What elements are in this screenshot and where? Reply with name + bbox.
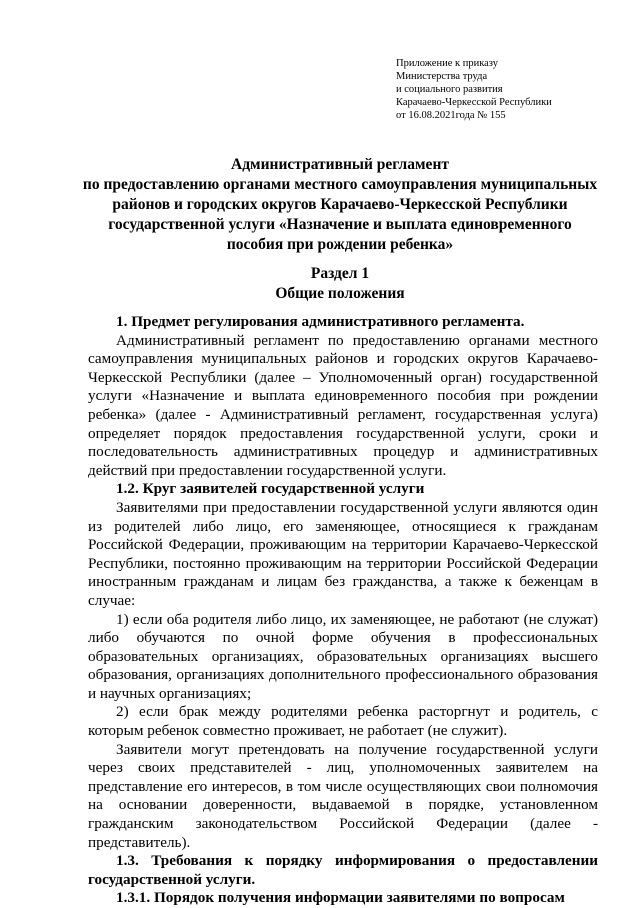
paragraph-case-1: 1) если оба родителя либо лицо, их заменяющее, не работают (не служат) либо обучаются по очной форме обучения в профессиональных образовательных организациях, образовательных организациях высшего образования, организациях дополнительного профессионального образования и научных организациях; xyxy=(88,610,598,702)
paragraph-applicants: Заявителями при предоставлении государственной услуги являются один из родителей либо лицо, его заменяющее, относящиеся к гражданам Российской Федерации, проживающим на территории Карачаево-Черкесской Республики, постоянно проживающим на территории Российской Федерации иностранным гражданам и лицам без гражданства, а также к беженцам в случае: xyxy=(88,498,598,609)
annex-line: от 16.08.2021года № 155 xyxy=(396,110,506,121)
section-heading xyxy=(80,264,600,304)
title-line: пособия при рождении ребенка» xyxy=(226,236,454,253)
title-line: Административный регламент xyxy=(231,156,449,173)
heading-information-requirements: 1.3. Требования к порядку информирования о предоставлении государственной услуги. xyxy=(88,852,598,888)
section-name: Общие положения xyxy=(275,285,405,302)
paragraph-subject: Административный регламент по предоставлению органами местного самоуправления муниципальных районов и городских округов Карачаево-Черкесской Республики (далее – Уполномоченный орган) государственной услуги «Назначение и выплата единовременного пособия при рождении ребенка» (далее - Административный регламент, государственная услуга) определяет порядок предоставления государственной услуги, сроки и последовательность административных процедур и административных действий при предоставлении государственной услуги. xyxy=(88,331,598,479)
paragraph-representatives: Заявители могут претендовать на получение государственной услуги через своих представителей - лиц, уполномоченных заявителем на представление его интересов, в том числе осуществляющих свои полномочия на основании доверенности, выдаваемой в порядке, установленном гражданским законодательством Российской Федерации (далее - представитель). xyxy=(88,740,598,851)
heading-information-procedure: 1.3.1. Порядок получения информации заявителями по вопросам xyxy=(116,889,565,907)
title-line: районов и городских округов Карачаево-Черкесской Республики xyxy=(112,196,568,213)
document-title xyxy=(80,155,600,255)
annex-line: Приложение к приказу xyxy=(396,58,498,69)
annex-line: Министерства труда xyxy=(396,71,488,82)
annex-line: Карачаево-Черкесской Республики xyxy=(396,97,552,108)
section-number: Раздел 1 xyxy=(310,265,370,282)
title-line: по предоставлению органами местного самоуправления муниципальных xyxy=(82,176,598,193)
annex-line: и социального развития xyxy=(396,84,503,95)
heading-applicants: 1.2. Круг заявителей государственной услуги xyxy=(116,480,425,498)
annex-note xyxy=(396,57,626,122)
document-body xyxy=(88,313,598,908)
paragraph-case-2: 2) если брак между родителями ребенка расторгнут и родитель, с которым ребенок совместно проживает, не работает (не служит). xyxy=(88,703,598,740)
title-line: государственной услуги «Назначение и выплата единовременного xyxy=(108,216,572,233)
heading-subject: 1. Предмет регулирования административного регламента. xyxy=(116,313,525,330)
